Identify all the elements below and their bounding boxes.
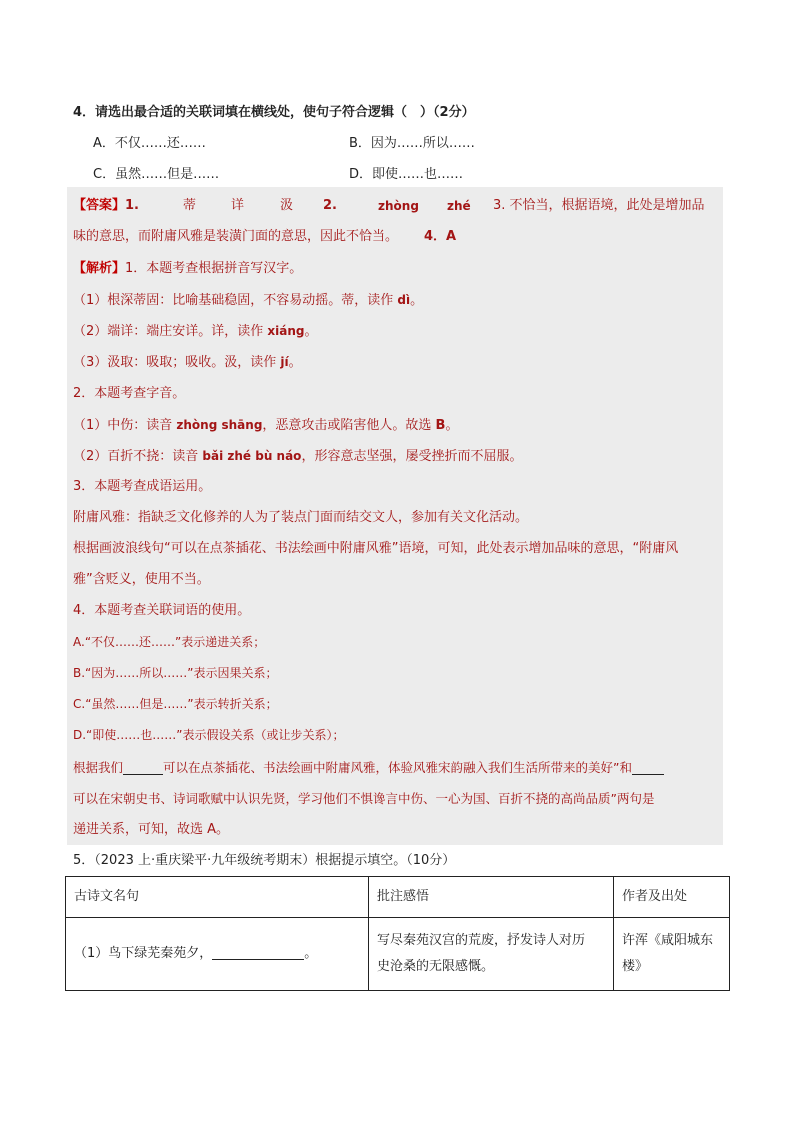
analysis-part-4-text-2: 可以在宋朝史书、诗词歌赋中认识先贤，学习他们不惧谗言中伤、一心为国、百折不挠的高尚品质”两句是 xyxy=(73,791,655,806)
poem-line-text: （1）鸟下绿芜秦苑夕， xyxy=(74,946,213,961)
analysis-item-2 xyxy=(73,322,318,341)
analysis-item-1-pinyin: dì xyxy=(397,293,411,307)
table-row xyxy=(66,918,730,991)
header-author-source: 作者及出处 xyxy=(614,877,730,918)
analysis-item-2-text: （2）端详：端庄安详。详，读作 xyxy=(73,324,268,339)
analysis-item-2-pinyin: xiáng xyxy=(267,324,305,338)
header-annotation: 批注感悟 xyxy=(369,877,614,918)
analysis-part-4-item-a: A.“不仅……还……”表示递进关系； xyxy=(73,635,266,649)
blank-2 xyxy=(632,760,664,775)
answer-char-3: 汲 xyxy=(280,198,294,213)
answer-3-text: 3. 不恰当，根据语境，此处是增加品 xyxy=(493,198,705,213)
question-4-title: 4．请选出最合适的关联词填在横线处，使句子符合逻辑（ ）（2分） xyxy=(73,105,475,120)
author-source-text-2: 楼》 xyxy=(622,959,649,974)
analysis-item-1 xyxy=(73,291,423,310)
analysis-part-4-text-3: 递进关系，可知，故选 A。 xyxy=(73,822,230,837)
table-header-row xyxy=(66,877,730,918)
question-5-title: 5．（2023 上·重庆梁平·九年级统考期末）根据提示填空。（10分） xyxy=(73,853,456,868)
analysis-item-3 xyxy=(73,353,302,372)
annotation-cell xyxy=(369,918,614,991)
answer-char-2: 详 xyxy=(231,198,245,213)
option-a: A．不仅……还…… xyxy=(93,136,206,151)
analysis-part-4-item-c: C.“虽然……但是……”表示转折关系； xyxy=(73,697,278,711)
answer-pinyin-2: zhé xyxy=(447,199,471,213)
analysis-part-2-title: 2．本题考查字音。 xyxy=(73,386,186,401)
part-2-item-2-pinyin: bǎi zhé bù náo xyxy=(202,449,302,463)
analysis-item-3-text: （3）汲取：吸取；吸收。汲，读作 xyxy=(73,355,281,370)
analysis-part-1-title: 1．本题考查根据拼音写汉字。 xyxy=(125,261,303,276)
analysis-item-3-pinyin: jí xyxy=(280,355,289,369)
part-2-item-2-middle: ，形容意志坚强，屡受挫折而不屈服。 xyxy=(301,449,523,464)
answer-line-1 xyxy=(73,197,723,215)
annotation-text-1: 写尽秦苑汉宫的荒废，抒发诗人对历 xyxy=(377,933,586,948)
analysis-tag: 【解析】 xyxy=(73,261,126,276)
analysis-part-3-definition: 附庸风雅：指缺乏文化修养的人为了装点门面而结交文人，参加有关文化活动。 xyxy=(73,510,529,525)
header-poem-line: 古诗文名句 xyxy=(66,877,369,918)
analysis-part-3-text-2: 雅”含贬义，使用不当。 xyxy=(73,572,210,587)
poem-line-end: 。 xyxy=(304,946,318,961)
analysis-intro xyxy=(73,260,302,278)
option-c: C．虽然……但是…… xyxy=(93,167,220,182)
analysis-part-3-title: 3．本题考查成语运用。 xyxy=(73,479,212,494)
answer-1-label: 1. xyxy=(125,198,139,213)
answer-2-label: 2. xyxy=(323,198,337,213)
analysis-item-2-end: 。 xyxy=(304,324,318,339)
analysis-part-2-item-1 xyxy=(73,416,458,435)
part-2-item-2-text: （2）百折不挠：读音 xyxy=(73,449,203,464)
author-source-text-1: 许浑《咸阳城东 xyxy=(622,933,714,948)
analysis-part-3-text-1: 根据画波浪线句“可以在点茶插花、书法绘画中附庸风雅”语境，可知，此处表示增加品味的意思，“附庸风 xyxy=(73,541,679,556)
poem-table xyxy=(65,876,730,991)
annotation-text-2: 史沧桑的无限感慨。 xyxy=(377,959,495,974)
analysis-part-4-title: 4．本题考查关联词语的使用。 xyxy=(73,603,251,618)
answer-line-2 xyxy=(73,228,456,246)
answer-tag: 【答案】 xyxy=(73,198,126,213)
author-source-cell xyxy=(614,918,730,991)
part-4-text-1-start: 根据我们 xyxy=(73,760,124,775)
analysis-item-1-end: 。 xyxy=(410,293,424,308)
answer-line-2-text: 味的意思，而附庸风雅是装潢门面的意思，因此不恰当。 xyxy=(73,229,399,244)
analysis-part-2-item-2 xyxy=(73,447,522,466)
analysis-part-4-item-d: D.“即使……也……”表示假设关系（或让步关系）； xyxy=(73,728,345,742)
part-2-item-1-choice: B xyxy=(435,418,446,433)
analysis-item-1-text: （1）根深蒂固：比喻基础稳固，不容易动摇。蒂，读作 xyxy=(73,293,398,308)
poem-line-cell xyxy=(66,918,369,991)
option-b: B．因为……所以…… xyxy=(349,136,475,151)
analysis-item-3-end: 。 xyxy=(288,355,302,370)
answer-4-text: 4．A xyxy=(424,229,457,244)
part-2-item-1-pinyin: zhòng shāng xyxy=(176,418,263,432)
poem-answer-blank[interactable] xyxy=(212,945,304,960)
answer-pinyin-1: zhòng xyxy=(378,199,419,213)
blank-1 xyxy=(123,760,163,775)
analysis-part-4-item-b: B.“因为……所以……”表示因果关系； xyxy=(73,666,278,680)
part-2-item-1-text: （1）中伤：读音 xyxy=(73,418,177,433)
part-4-text-1-rest: 可以在点茶插花、书法绘画中附庸风雅，体验风雅宋韵融入我们生活所带来的美好”和 xyxy=(163,760,632,775)
part-2-item-1-end: 。 xyxy=(445,418,459,433)
part-2-item-1-middle: ，恶意攻击或陷害他人。故选 xyxy=(262,418,436,433)
answer-char-1: 蒂 xyxy=(183,198,197,213)
option-d: D．即使……也…… xyxy=(349,167,464,182)
analysis-part-4-text-1 xyxy=(73,759,664,777)
